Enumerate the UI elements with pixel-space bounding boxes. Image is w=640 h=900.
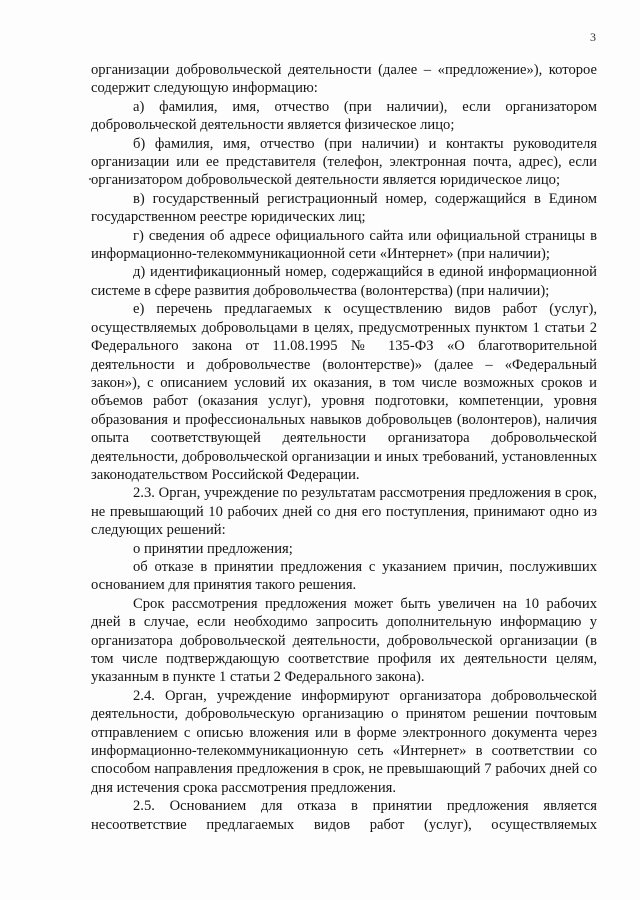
paragraph-item-b: б) фамилия, имя, отчество (при наличии) и контакты руководителя организации или ее представителя (телефон, электронная почта, адрес), если организатором добровольческой деятельности является юридическое лицо;: [91, 135, 597, 189]
paragraph-clause-2-4: 2.4. Орган, учреждение информируют организатора добровольческой деятельности, добровольческую организацию о принятом решении почтовым отправлением с описью вложения или в форме электронного документа через информационно-телекоммуникационную сеть «Интернет» в соответствии со способом направления предложения в срок, не превышающий 7 рабочих дней со дня истечения срока рассмотрения предложения.: [91, 687, 597, 796]
paragraph-item-v: в) государственный регистрационный номер, содержащийся в Едином государственном реестре юридических лиц;: [91, 190, 597, 226]
paragraph-item-g: г) сведения об адресе официального сайта или официальной страницы в информационно-телекоммуникационной сети «Интернет» (при наличии);: [91, 227, 597, 263]
paragraph-decision-reject: об отказе в принятии предложения с указанием причин, послуживших основанием для принятия такого решения.: [91, 558, 597, 594]
paragraph-clause-2-3: 2.3. Орган, учреждение по результатам рассмотрения предложения в срок, не превышающий 10 рабочих дней со дня его поступления, принимают одно из следующих решений:: [91, 485, 597, 539]
paragraph-clause-2-5: 2.5. Основанием для отказа в принятии предложения является несоответствие предлагаемых видов работ (услуг), осуществляемых: [91, 798, 597, 833]
paragraph-decision-accept: о принятии предложения;: [133, 540, 293, 557]
paragraph-item-a: а) фамилия, имя, отчество (при наличии), если организатором добровольческой деятельности является физическое лицо;: [91, 98, 597, 134]
paragraph-intro-continuation: организации добровольческой деятельности (далее – «предложение»), которое содержит следующую информацию:: [91, 62, 597, 97]
document-body: [91, 61, 597, 834]
paragraph-item-e: е) перечень предлагаемых к осуществлению видов работ (услуг), осуществляемых добровольцами в целях, предусмотренных пунктом 1 статьи 2 Федерального закона от 11.08.1995 № 135-ФЗ «О благотворительной деятельности и добровольчестве (волонтерстве)» (далее – «Федеральный закон»), с описанием условий их оказания, в том числе возможных сроков и объемов работ (оказания услуг), уровня подготовки, компетенции, уровня образования и профессиональных навыков добровольцев (волонтеров), наличия опыта соответствующей деятельности организатора добровольческой деятельности, добровольческой организации и иных требований, установленных законодательством Российской Федерации.: [91, 301, 597, 483]
paragraph-review-extension: Срок рассмотрения предложения может быть увеличен на 10 рабочих дней в случае, если необходимо запросить дополнительную информацию у организатора добровольческой деятельности, добровольческой организации (в том числе подтверждающую соответствие профиля их деятельности целям, указанным в пункте 1 статьи 2 Федерального закона).: [91, 595, 597, 686]
paragraph-item-d: д) идентификационный номер, содержащийся в единой информационной системе в сфере развития добровольчества (волонтерства) (при наличии);: [91, 264, 597, 299]
page-number: 3: [590, 30, 596, 44]
